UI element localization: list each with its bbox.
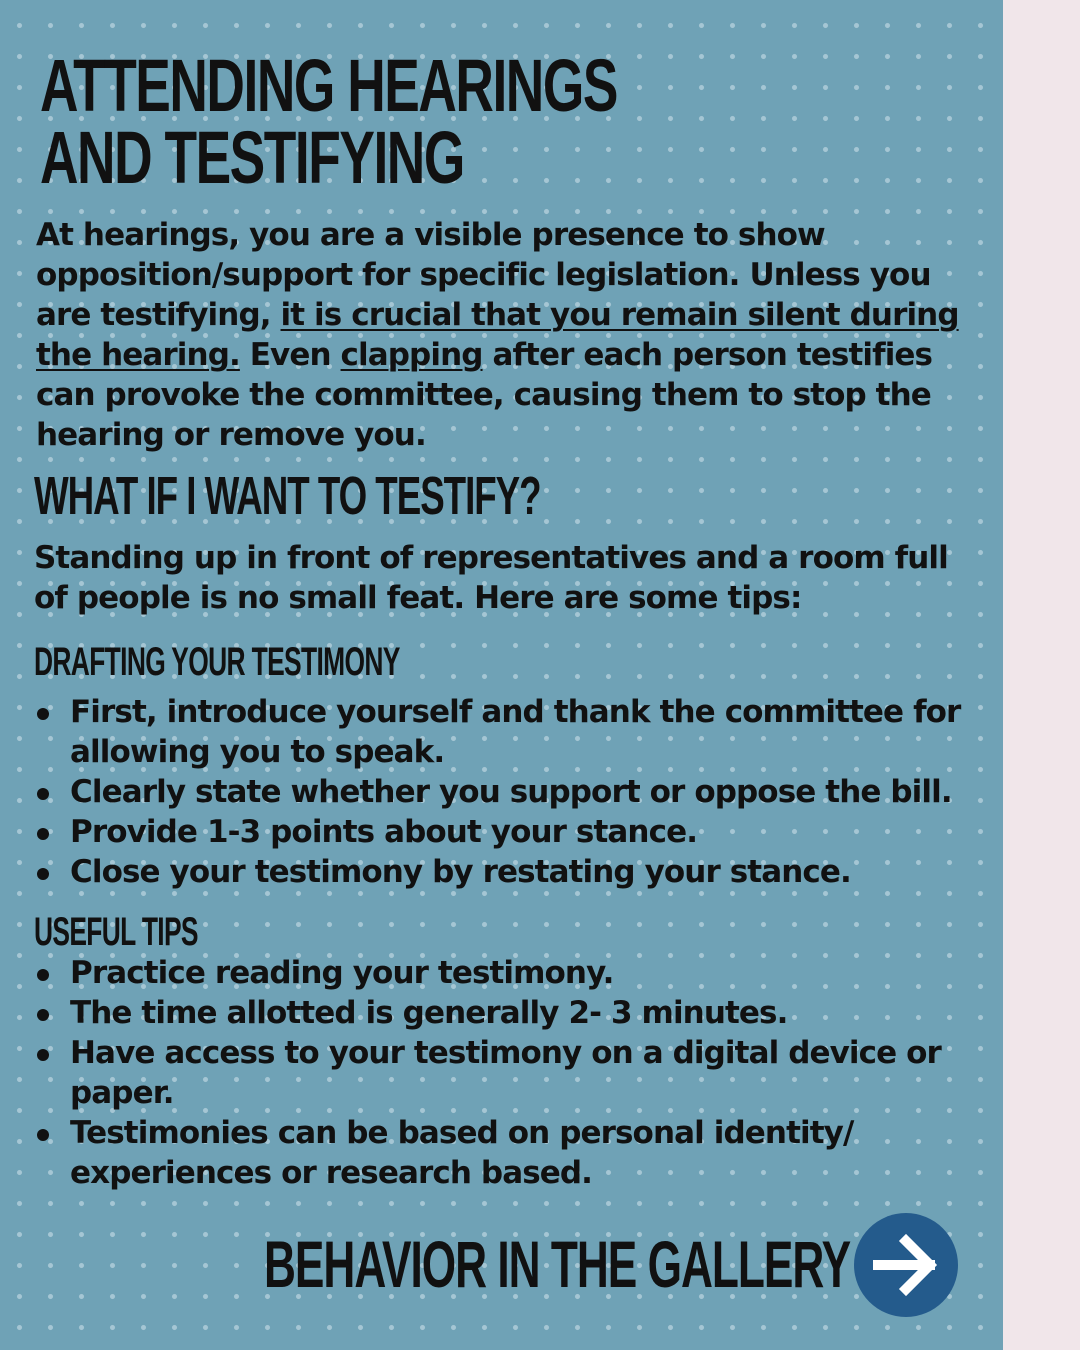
bullet-icon (37, 1009, 49, 1021)
list-item (34, 772, 994, 812)
list-item-text: The time allotted is generally 2- 3 minutes. (70, 995, 788, 1031)
intro-paragraph (36, 215, 986, 455)
list-item-text: Practice reading your testimony. (70, 955, 614, 991)
next-page-button[interactable] (854, 1213, 958, 1317)
bullet-icon (37, 969, 49, 981)
list-item (34, 812, 994, 852)
page-title (40, 44, 617, 199)
list-item (34, 692, 994, 772)
page-title-line-1: ATTENDING HEARINGS (40, 44, 617, 127)
drafting-list (34, 692, 994, 892)
list-item (34, 852, 994, 892)
bullet-icon (37, 1049, 49, 1061)
list-item-text: Have access to your testimony on a digital device or paper. (70, 1035, 941, 1111)
list-item-text: First, introduce yourself and thank the committee for allowing you to speak. (70, 694, 961, 770)
useful-tips-heading: USEFUL TIPS (34, 910, 198, 954)
list-item-text: Close your testimony by restating your stance. (70, 854, 851, 890)
drafting-heading: DRAFTING YOUR TESTIMONY (34, 640, 400, 684)
list-item-text: Testimonies can be based on personal identity/ experiences or research based. (70, 1115, 854, 1191)
useful-tips-list (34, 953, 994, 1193)
bullet-icon (37, 708, 49, 720)
testify-heading: WHAT IF I WANT TO TESTIFY? (34, 466, 541, 526)
bullet-icon (37, 1129, 49, 1141)
bullet-icon (37, 828, 49, 840)
silence-emphasis: it is crucial that you remain silent during the hearing. (36, 297, 959, 373)
list-item (34, 993, 994, 1033)
list-item-text: Clearly state whether you support or oppose the bill. (70, 774, 952, 810)
next-page-label[interactable]: BEHAVIOR IN THE GALLERY (264, 1227, 851, 1301)
intro-text-3: after each person testifies can provoke the committee, causing them to stop the hearing or remove you. (36, 337, 933, 453)
list-item-text: Provide 1-3 points about your stance. (70, 814, 698, 850)
intro-text-1: At hearings, you are a visible presence to show opposition/support for specific legislation. Unless you are testifying, (36, 217, 931, 333)
list-item (34, 953, 994, 993)
list-item (34, 1033, 994, 1113)
intro-text-2: Even (239, 337, 341, 373)
bullet-icon (37, 868, 49, 880)
bullet-icon (37, 788, 49, 800)
clapping-emphasis: clapping (340, 337, 483, 373)
arrow-right-icon (872, 1233, 940, 1297)
page-title-line-2: AND TESTIFYING (40, 116, 464, 199)
list-item (34, 1113, 994, 1193)
testify-lead: Standing up in front of representatives and a room full of people is no small feat. Here are some tips: (34, 540, 948, 616)
